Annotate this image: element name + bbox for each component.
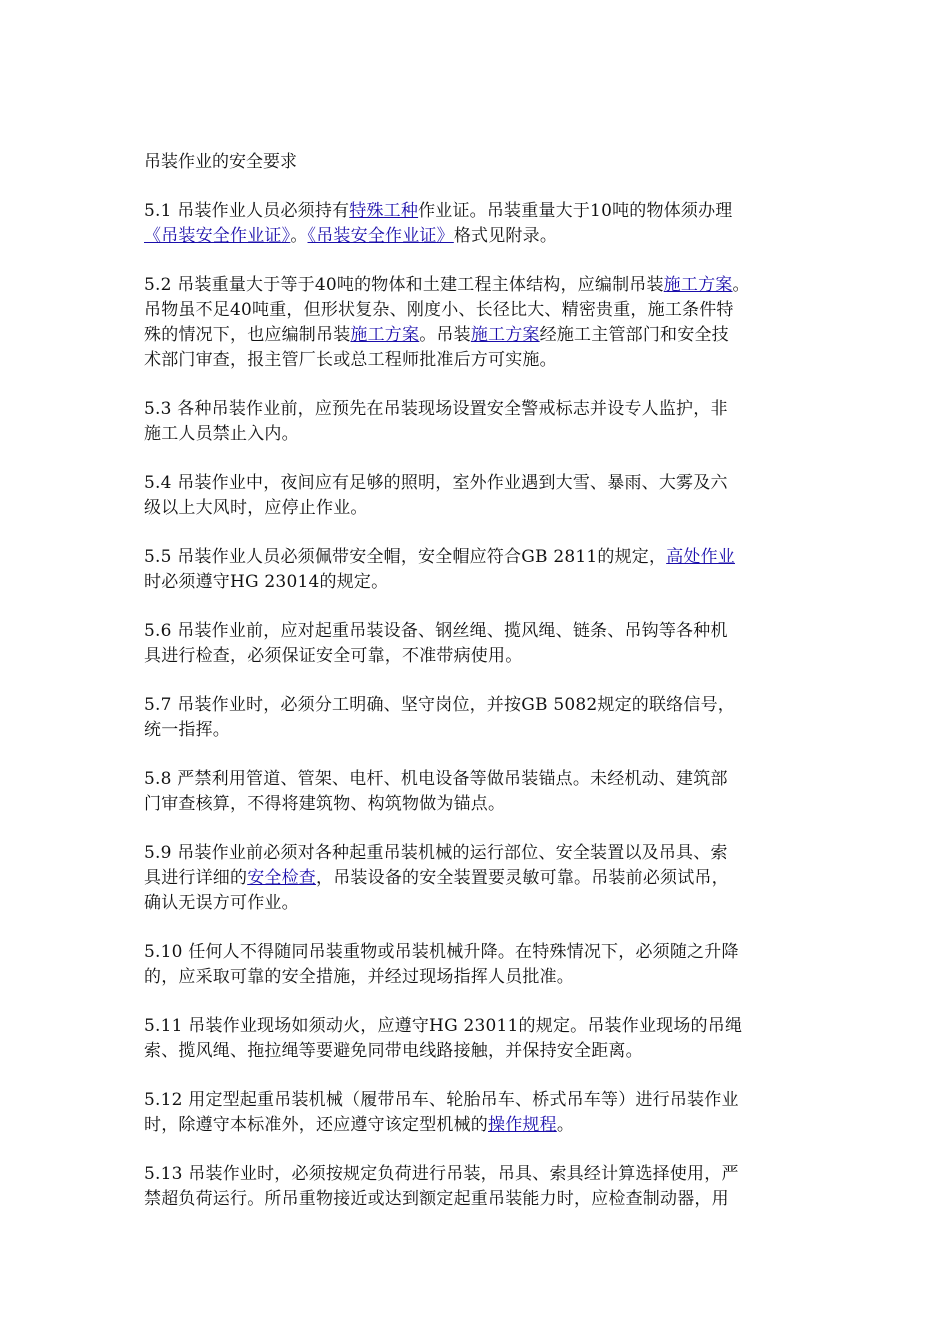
text-segment: 索、揽风绳、拖拉绳等要避免同带电线路接触，并保持安全距离。	[144, 1041, 643, 1061]
text-line	[144, 298, 814, 323]
text-segment: 吊物虽不足40吨重，但形状复杂、刚度小、长径比大、精密贵重，施工条件特	[144, 300, 734, 320]
text-segment: 5.2 吊装重量大于等于40吨的物体和土建工程主体结构，应编制吊装	[144, 275, 664, 295]
paragraph	[144, 397, 814, 447]
text-line	[144, 224, 814, 249]
text-segment: 5.4 吊装作业中，夜间应有足够的照明，室外作业遇到大雪、暴雨、大雾及六	[144, 473, 728, 493]
inline-link[interactable]: 施工方案	[470, 325, 540, 345]
text-line	[144, 965, 814, 990]
text-segment: 具进行详细的	[144, 868, 248, 888]
inline-link[interactable]: 施工方案	[663, 275, 733, 295]
text-segment: 门审查核算，不得将建筑物、构筑物做为锚点。	[144, 794, 506, 814]
inline-link[interactable]: 《吊装安全作业证》	[144, 226, 291, 246]
text-segment: 5.5 吊装作业人员必须佩带安全帽，安全帽应符合GB 2811的规定，	[144, 547, 667, 567]
text-line	[144, 866, 814, 891]
text-line	[144, 1039, 814, 1064]
text-segment: 5.1 吊装作业人员必须持有	[144, 201, 350, 221]
paragraph	[144, 940, 814, 990]
text-line	[144, 397, 814, 422]
text-line	[144, 1187, 814, 1212]
inline-link[interactable]: 高处作业	[666, 547, 735, 567]
text-segment: 术部门审查，报主管厂长或总工程师批准后方可实施。	[144, 350, 557, 370]
document-page	[144, 150, 814, 1236]
text-segment: 。	[556, 1115, 575, 1135]
paragraph	[144, 767, 814, 817]
text-segment: 禁超负荷运行。所吊重物接近或达到额定起重吊装能力时，应检查制动器，用	[144, 1189, 729, 1209]
text-line	[144, 1162, 814, 1187]
text-line	[144, 422, 814, 447]
inline-link[interactable]: 《吊装安全作业证》	[307, 226, 454, 246]
text-segment: 确认无误方可作业。	[144, 893, 299, 913]
text-segment: 统一指挥。	[144, 720, 230, 740]
text-segment: 5.7 吊装作业时，必须分工明确、坚守岗位，并按GB 5082规定的联络信号，	[144, 695, 735, 715]
text-segment: 。	[290, 226, 308, 246]
text-line	[144, 323, 814, 348]
text-line	[144, 471, 814, 496]
text-line	[144, 273, 814, 298]
text-segment: 时，除遵守本标准外，还应遵守该定型机械的	[144, 1115, 488, 1135]
text-line	[144, 545, 814, 570]
text-segment: 作业证。吊装重量大于10吨的物体须办理	[418, 201, 733, 221]
text-segment: 级以上大风时，应停止作业。	[144, 498, 368, 518]
inline-link[interactable]: 操作规程	[488, 1115, 557, 1135]
paragraph	[144, 619, 814, 669]
paragraph	[144, 471, 814, 521]
text-line	[144, 619, 814, 644]
text-line	[144, 792, 814, 817]
text-segment: 格式见附录。	[453, 226, 558, 246]
text-line	[144, 693, 814, 718]
paragraph	[144, 1088, 814, 1138]
text-line	[144, 841, 814, 866]
text-segment: 5.3 各种吊装作业前，应预先在吊装现场设置安全警戒标志并设专人监护，非	[144, 399, 728, 419]
paragraph	[144, 273, 814, 373]
text-segment: 5.6 吊装作业前，应对起重吊装设备、钢丝绳、揽风绳、链条、吊钩等各种机	[144, 621, 728, 641]
text-line	[144, 1088, 814, 1113]
text-line	[144, 767, 814, 792]
text-line	[144, 348, 814, 373]
inline-link[interactable]: 特殊工种	[349, 201, 419, 221]
text-line	[144, 644, 814, 669]
text-segment: ，吊装设备的安全装置要灵敏可靠。吊装前必须试吊，	[316, 868, 729, 888]
paragraph	[144, 545, 814, 595]
paragraph	[144, 693, 814, 743]
text-line	[144, 940, 814, 965]
document-title: 吊装作业的安全要求	[144, 152, 297, 172]
text-line	[144, 496, 814, 521]
text-line	[144, 718, 814, 743]
text-segment: 5.10 任何人不得随同吊装重物或吊装机械升降。在特殊情况下，必须随之升降	[144, 942, 739, 962]
text-line	[144, 1113, 814, 1138]
text-segment: 5.9 吊装作业前必须对各种起重吊装机械的运行部位、安全装置以及吊具、索	[144, 843, 728, 863]
text-segment: 经施工主管部门和安全技	[539, 325, 729, 345]
inline-link[interactable]: 安全检查	[247, 868, 317, 888]
text-segment: 5.12 用定型起重吊装机械（履带吊车、轮胎吊车、桥式吊车等）进行吊装作业	[144, 1090, 739, 1110]
text-segment: 5.8 严禁利用管道、管架、电杆、机电设备等做吊装锚点。未经机动、建筑部	[144, 769, 728, 789]
text-segment: 5.11 吊装作业现场如须动火，应遵守HG 23011的规定。吊装作业现场的吊绳	[144, 1016, 743, 1036]
inline-link[interactable]: 施工方案	[350, 325, 420, 345]
text-line	[144, 199, 814, 224]
paragraph	[144, 199, 814, 249]
text-segment: 。	[732, 275, 750, 295]
paragraph	[144, 841, 814, 916]
text-segment: 。吊装	[419, 325, 471, 345]
text-segment: 5.13 吊装作业时，必须按规定负荷进行吊装，吊具、索具经计算选择使用，严	[144, 1164, 739, 1184]
text-segment: 施工人员禁止入内。	[144, 424, 299, 444]
text-segment: 时必须遵守HG 23014的规定。	[144, 572, 389, 592]
text-line	[144, 1014, 814, 1039]
paragraph	[144, 1162, 814, 1212]
document-body	[144, 199, 814, 1212]
text-segment: 具进行检查，必须保证安全可靠，不准带病使用。	[144, 646, 523, 666]
text-segment: 的，应采取可靠的安全措施，并经过现场指挥人员批准。	[144, 967, 574, 987]
text-segment: 殊的情况下，也应编制吊装	[144, 325, 351, 345]
paragraph	[144, 1014, 814, 1064]
text-line	[144, 570, 814, 595]
text-line	[144, 891, 814, 916]
